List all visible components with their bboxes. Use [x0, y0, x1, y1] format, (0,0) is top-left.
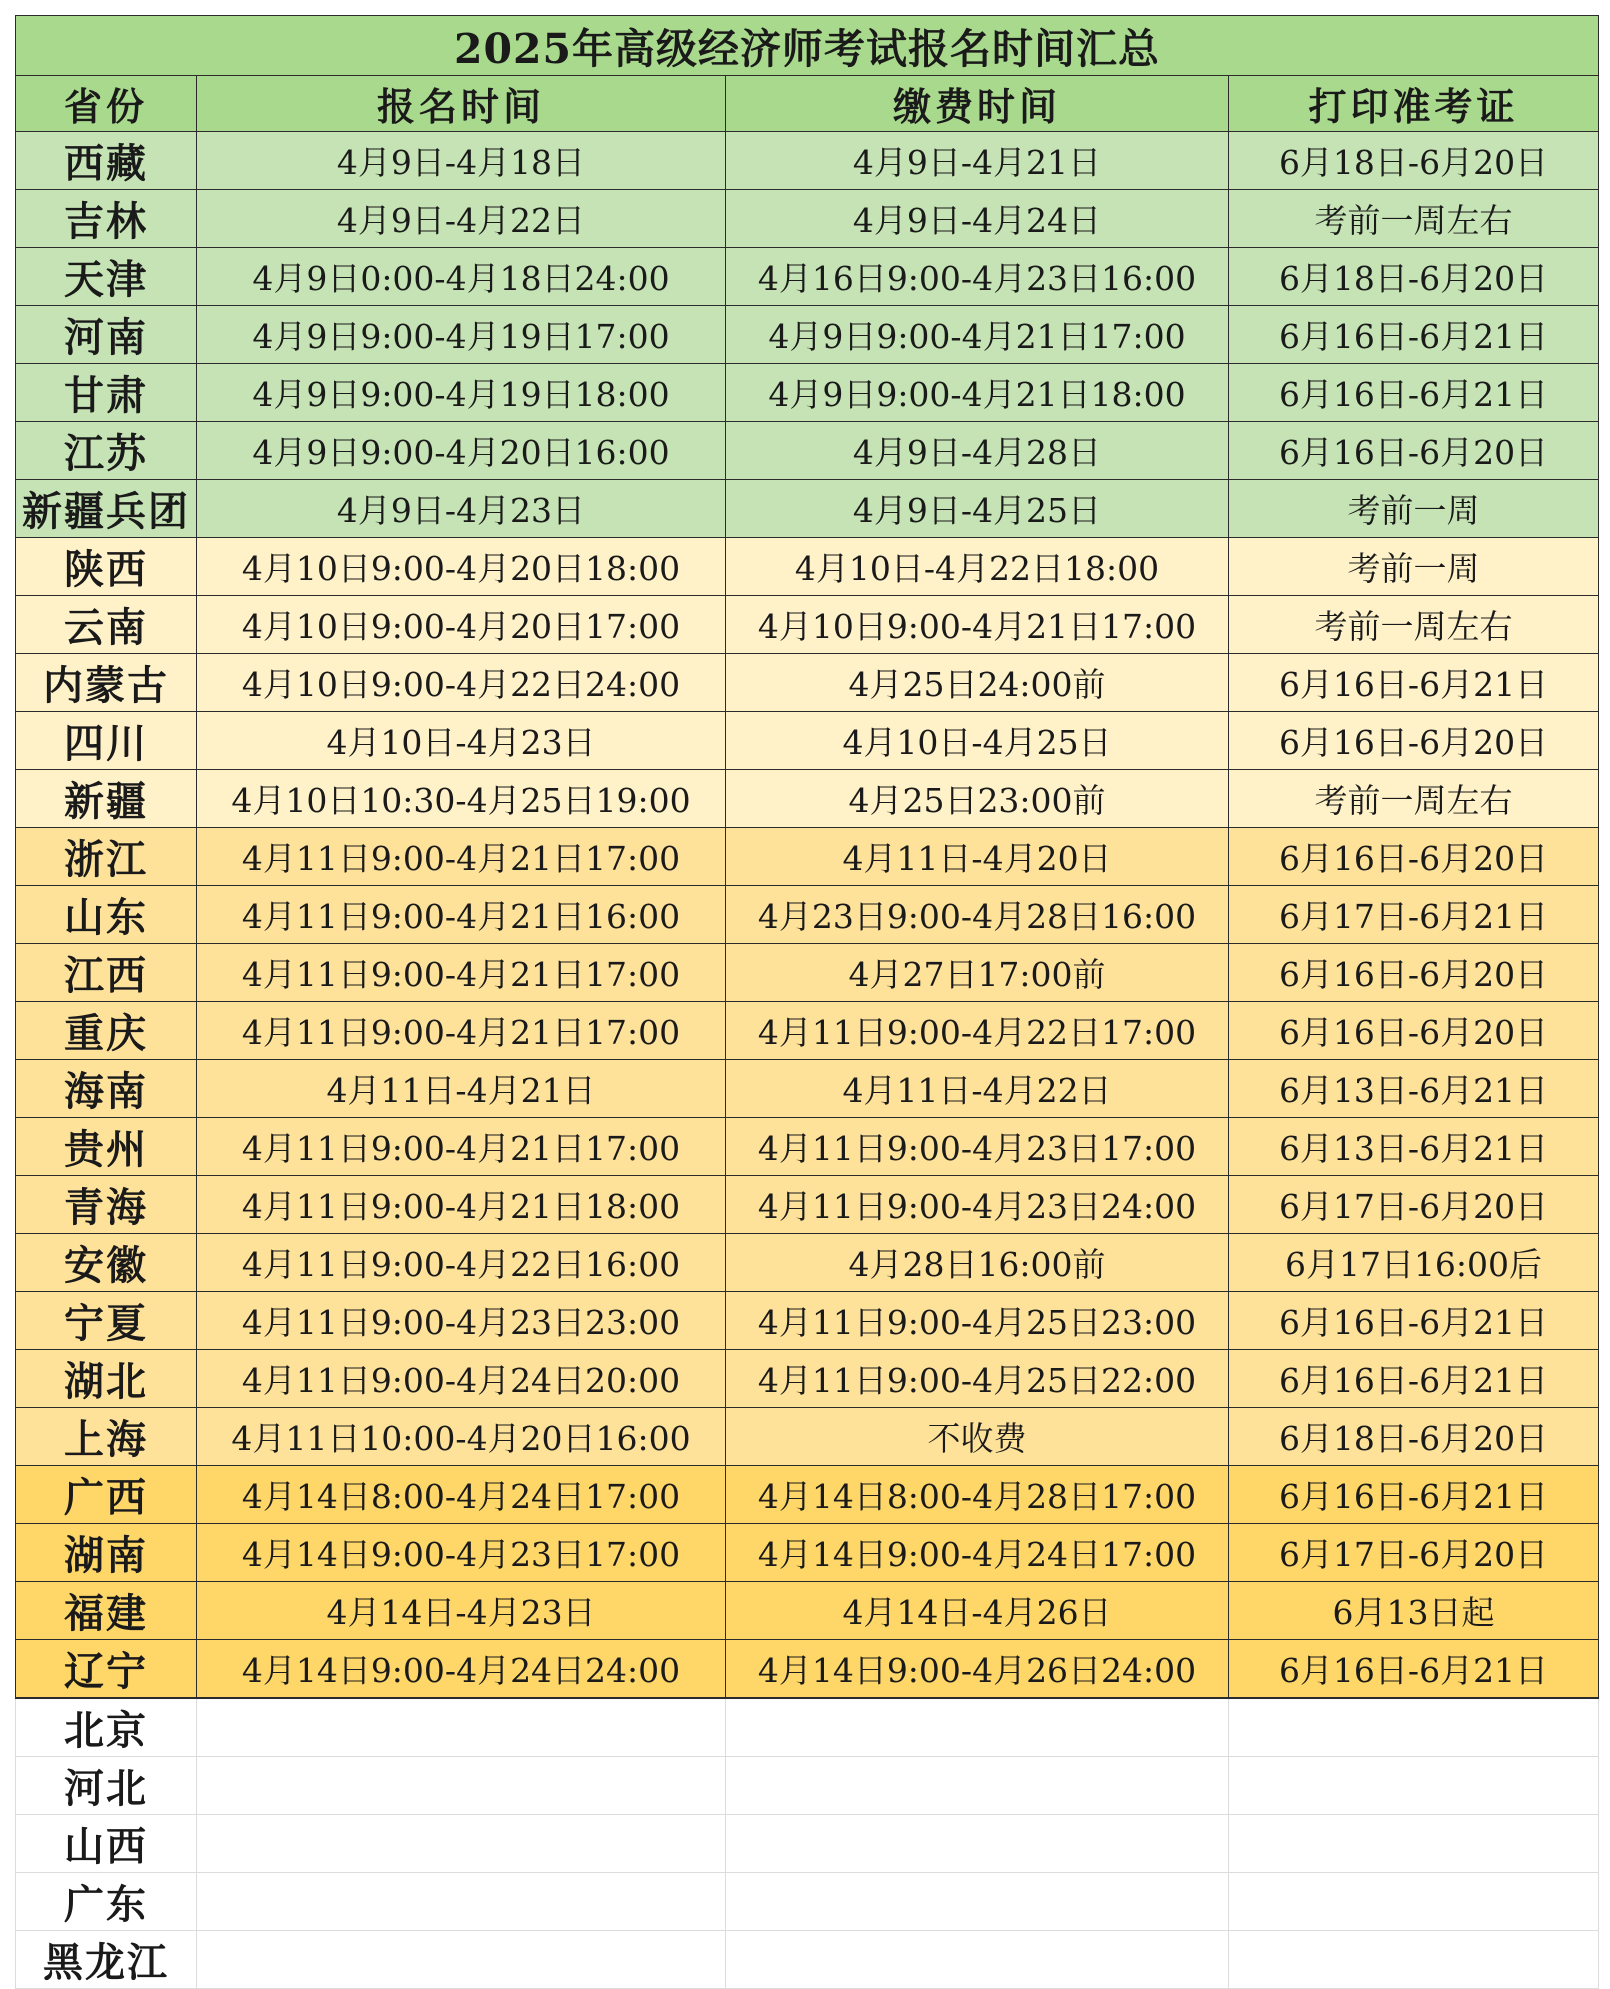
- cell-registration-time[interactable]: 4月11日9:00-4月24日20:00: [197, 1350, 726, 1408]
- cell-payment-time[interactable]: 4月9日-4月24日: [726, 190, 1229, 248]
- cell-payment-time[interactable]: 4月11日9:00-4月22日17:00: [726, 1002, 1229, 1060]
- title-row: [16, 16, 1599, 76]
- header-row: [16, 76, 1599, 132]
- cell-province[interactable]: 北京: [16, 1698, 197, 1757]
- table-row: [16, 654, 1599, 712]
- cell-payment-time[interactable]: 4月25日24:00前: [726, 654, 1229, 712]
- cell-registration-time[interactable]: 4月14日-4月23日: [197, 1582, 726, 1640]
- cell-payment-time[interactable]: 4月10日-4月25日: [726, 712, 1229, 770]
- table-row: [16, 1640, 1599, 1699]
- table-row: [16, 132, 1599, 190]
- cell-admission-ticket[interactable]: 6月17日-6月20日: [1229, 1176, 1599, 1234]
- cell-registration-time[interactable]: 4月11日9:00-4月23日23:00: [197, 1292, 726, 1350]
- cell-registration-time[interactable]: 4月11日9:00-4月21日18:00: [197, 1176, 726, 1234]
- cell-payment-time[interactable]: 4月10日9:00-4月21日17:00: [726, 596, 1229, 654]
- cell-admission-ticket[interactable]: 6月16日-6月21日: [1229, 1292, 1599, 1350]
- cell-admission-ticket[interactable]: 6月13日起: [1229, 1582, 1599, 1640]
- cell-registration-time[interactable]: [197, 1873, 726, 1931]
- cell-admission-ticket[interactable]: 考前一周左右: [1229, 190, 1599, 248]
- header-payment-time[interactable]: 缴费时间: [726, 76, 1229, 132]
- cell-admission-ticket[interactable]: 6月16日-6月21日: [1229, 1640, 1599, 1699]
- cell-registration-time[interactable]: 4月14日9:00-4月23日17:00: [197, 1524, 726, 1582]
- table-row: [16, 1524, 1599, 1582]
- cell-province[interactable]: 陕西: [16, 538, 197, 596]
- cell-admission-ticket[interactable]: 6月16日-6月20日: [1229, 828, 1599, 886]
- cell-registration-time[interactable]: 4月10日-4月23日: [197, 712, 726, 770]
- cell-registration-time[interactable]: 4月11日9:00-4月22日16:00: [197, 1234, 726, 1292]
- cell-province[interactable]: 内蒙古: [16, 654, 197, 712]
- cell-registration-time[interactable]: 4月9日-4月18日: [197, 132, 726, 190]
- cell-registration-time[interactable]: 4月11日9:00-4月21日17:00: [197, 1002, 726, 1060]
- cell-admission-ticket[interactable]: 6月18日-6月20日: [1229, 248, 1599, 306]
- cell-registration-time[interactable]: [197, 1698, 726, 1757]
- table-row: [16, 828, 1599, 886]
- cell-registration-time[interactable]: 4月14日9:00-4月24日24:00: [197, 1640, 726, 1699]
- cell-registration-time[interactable]: 4月14日8:00-4月24日17:00: [197, 1466, 726, 1524]
- cell-registration-time[interactable]: 4月9日0:00-4月18日24:00: [197, 248, 726, 306]
- cell-payment-time[interactable]: 4月9日9:00-4月21日18:00: [726, 364, 1229, 422]
- cell-province[interactable]: 广东: [16, 1873, 197, 1931]
- table-row: [16, 1060, 1599, 1118]
- cell-payment-time[interactable]: [726, 1931, 1229, 1989]
- table-title[interactable]: 2025年高级经济师考试报名时间汇总: [16, 16, 1599, 76]
- cell-payment-time[interactable]: 4月11日9:00-4月23日17:00: [726, 1118, 1229, 1176]
- cell-province[interactable]: 西藏: [16, 132, 197, 190]
- cell-province[interactable]: 江苏: [16, 422, 197, 480]
- cell-province[interactable]: 吉林: [16, 190, 197, 248]
- cell-registration-time[interactable]: 4月11日9:00-4月21日17:00: [197, 944, 726, 1002]
- cell-admission-ticket[interactable]: 6月18日-6月20日: [1229, 1408, 1599, 1466]
- cell-registration-time[interactable]: 4月9日9:00-4月19日17:00: [197, 306, 726, 364]
- cell-admission-ticket[interactable]: [1229, 1873, 1599, 1931]
- table-body: [16, 16, 1599, 1989]
- cell-province[interactable]: 云南: [16, 596, 197, 654]
- cell-registration-time[interactable]: [197, 1815, 726, 1873]
- cell-payment-time[interactable]: 4月14日9:00-4月26日24:00: [726, 1640, 1229, 1699]
- cell-province[interactable]: 重庆: [16, 1002, 197, 1060]
- table-row: [16, 1466, 1599, 1524]
- table-row: [16, 422, 1599, 480]
- cell-admission-ticket[interactable]: 6月13日-6月21日: [1229, 1118, 1599, 1176]
- cell-admission-ticket[interactable]: [1229, 1931, 1599, 1989]
- cell-admission-ticket[interactable]: 6月16日-6月21日: [1229, 1350, 1599, 1408]
- cell-admission-ticket[interactable]: 6月16日-6月21日: [1229, 306, 1599, 364]
- table-row: [16, 364, 1599, 422]
- cell-province[interactable]: 天津: [16, 248, 197, 306]
- cell-province[interactable]: 河北: [16, 1757, 197, 1815]
- table-row: [16, 1176, 1599, 1234]
- cell-province[interactable]: 山东: [16, 886, 197, 944]
- cell-registration-time[interactable]: 4月11日10:00-4月20日16:00: [197, 1408, 726, 1466]
- cell-registration-time[interactable]: 4月9日-4月23日: [197, 480, 726, 538]
- cell-payment-time[interactable]: [726, 1698, 1229, 1757]
- cell-admission-ticket[interactable]: 6月16日-6月20日: [1229, 712, 1599, 770]
- cell-payment-time[interactable]: 4月14日-4月26日: [726, 1582, 1229, 1640]
- cell-province[interactable]: 河南: [16, 306, 197, 364]
- table-row: [16, 1873, 1599, 1931]
- cell-payment-time[interactable]: 4月11日9:00-4月23日24:00: [726, 1176, 1229, 1234]
- cell-payment-time[interactable]: 4月9日9:00-4月21日17:00: [726, 306, 1229, 364]
- table-row: [16, 1118, 1599, 1176]
- cell-registration-time[interactable]: 4月11日9:00-4月21日17:00: [197, 1118, 726, 1176]
- cell-province[interactable]: 海南: [16, 1060, 197, 1118]
- cell-province[interactable]: 湖北: [16, 1350, 197, 1408]
- header-registration-time[interactable]: 报名时间: [197, 76, 726, 132]
- cell-payment-time[interactable]: 4月23日9:00-4月28日16:00: [726, 886, 1229, 944]
- cell-admission-ticket[interactable]: 6月18日-6月20日: [1229, 132, 1599, 190]
- cell-province[interactable]: 甘肃: [16, 364, 197, 422]
- cell-payment-time[interactable]: 4月25日23:00前: [726, 770, 1229, 828]
- cell-registration-time[interactable]: 4月11日9:00-4月21日17:00: [197, 828, 726, 886]
- table-row: [16, 1292, 1599, 1350]
- cell-province[interactable]: 辽宁: [16, 1640, 197, 1699]
- table-row: [16, 1408, 1599, 1466]
- cell-admission-ticket[interactable]: 考前一周左右: [1229, 596, 1599, 654]
- table-row: [16, 1698, 1599, 1757]
- cell-admission-ticket[interactable]: 6月16日-6月21日: [1229, 1466, 1599, 1524]
- cell-payment-time[interactable]: 不收费: [726, 1408, 1229, 1466]
- table-row: [16, 944, 1599, 1002]
- table-row: [16, 248, 1599, 306]
- cell-admission-ticket[interactable]: 6月16日-6月20日: [1229, 422, 1599, 480]
- cell-admission-ticket[interactable]: 考前一周: [1229, 480, 1599, 538]
- table-row: [16, 712, 1599, 770]
- cell-province[interactable]: 新疆: [16, 770, 197, 828]
- cell-registration-time[interactable]: 4月11日9:00-4月21日16:00: [197, 886, 726, 944]
- exam-registration-table: [15, 15, 1599, 1989]
- cell-province[interactable]: 四川: [16, 712, 197, 770]
- table-row: [16, 1582, 1599, 1640]
- table-row: [16, 538, 1599, 596]
- cell-admission-ticket[interactable]: 6月17日-6月20日: [1229, 1524, 1599, 1582]
- header-admission-ticket[interactable]: 打印准考证: [1229, 76, 1599, 132]
- cell-payment-time[interactable]: 4月27日17:00前: [726, 944, 1229, 1002]
- cell-province[interactable]: 宁夏: [16, 1292, 197, 1350]
- cell-admission-ticket[interactable]: [1229, 1815, 1599, 1873]
- table-row: [16, 306, 1599, 364]
- cell-province[interactable]: 湖南: [16, 1524, 197, 1582]
- table-row: [16, 1350, 1599, 1408]
- cell-registration-time[interactable]: 4月10日10:30-4月25日19:00: [197, 770, 726, 828]
- cell-province[interactable]: 新疆兵团: [16, 480, 197, 538]
- cell-admission-ticket[interactable]: 6月16日-6月20日: [1229, 1002, 1599, 1060]
- cell-province[interactable]: 福建: [16, 1582, 197, 1640]
- cell-payment-time[interactable]: [726, 1815, 1229, 1873]
- cell-province[interactable]: 安徽: [16, 1234, 197, 1292]
- cell-registration-time[interactable]: [197, 1931, 726, 1989]
- cell-registration-time[interactable]: 4月10日9:00-4月20日17:00: [197, 596, 726, 654]
- cell-payment-time[interactable]: 4月10日-4月22日18:00: [726, 538, 1229, 596]
- cell-province[interactable]: 黑龙江: [16, 1931, 197, 1989]
- table-row: [16, 886, 1599, 944]
- table-row: [16, 596, 1599, 654]
- cell-province[interactable]: 广西: [16, 1466, 197, 1524]
- cell-province[interactable]: 上海: [16, 1408, 197, 1466]
- cell-payment-time[interactable]: 4月9日-4月21日: [726, 132, 1229, 190]
- cell-registration-time[interactable]: 4月9日-4月22日: [197, 190, 726, 248]
- cell-admission-ticket[interactable]: 6月16日-6月21日: [1229, 654, 1599, 712]
- cell-province[interactable]: 江西: [16, 944, 197, 1002]
- cell-admission-ticket[interactable]: [1229, 1698, 1599, 1757]
- cell-payment-time[interactable]: 4月11日9:00-4月25日23:00: [726, 1292, 1229, 1350]
- cell-payment-time[interactable]: 4月14日8:00-4月28日17:00: [726, 1466, 1229, 1524]
- table-row: [16, 1234, 1599, 1292]
- cell-admission-ticket[interactable]: 考前一周左右: [1229, 770, 1599, 828]
- table-row: [16, 480, 1599, 538]
- cell-payment-time[interactable]: 4月16日9:00-4月23日16:00: [726, 248, 1229, 306]
- cell-registration-time[interactable]: 4月11日-4月21日: [197, 1060, 726, 1118]
- cell-province[interactable]: 贵州: [16, 1118, 197, 1176]
- table-row: [16, 1815, 1599, 1873]
- table-row: [16, 1931, 1599, 1989]
- cell-payment-time[interactable]: [726, 1873, 1229, 1931]
- cell-admission-ticket[interactable]: 6月16日-6月20日: [1229, 944, 1599, 1002]
- table-row: [16, 1002, 1599, 1060]
- cell-payment-time[interactable]: 4月14日9:00-4月24日17:00: [726, 1524, 1229, 1582]
- cell-payment-time[interactable]: 4月11日-4月22日: [726, 1060, 1229, 1118]
- cell-province[interactable]: 浙江: [16, 828, 197, 886]
- cell-payment-time[interactable]: 4月9日-4月28日: [726, 422, 1229, 480]
- cell-payment-time[interactable]: 4月11日-4月20日: [726, 828, 1229, 886]
- header-province[interactable]: 省份: [16, 76, 197, 132]
- cell-payment-time[interactable]: 4月9日-4月25日: [726, 480, 1229, 538]
- cell-registration-time[interactable]: 4月10日9:00-4月22日24:00: [197, 654, 726, 712]
- cell-payment-time[interactable]: 4月11日9:00-4月25日22:00: [726, 1350, 1229, 1408]
- cell-registration-time[interactable]: 4月9日9:00-4月20日16:00: [197, 422, 726, 480]
- cell-registration-time[interactable]: 4月10日9:00-4月20日18:00: [197, 538, 726, 596]
- cell-admission-ticket[interactable]: 6月17日-6月21日: [1229, 886, 1599, 944]
- cell-province[interactable]: 青海: [16, 1176, 197, 1234]
- cell-admission-ticket[interactable]: 6月17日16:00后: [1229, 1234, 1599, 1292]
- cell-registration-time[interactable]: 4月9日9:00-4月19日18:00: [197, 364, 726, 422]
- cell-province[interactable]: 山西: [16, 1815, 197, 1873]
- table-row: [16, 770, 1599, 828]
- cell-admission-ticket[interactable]: 6月13日-6月21日: [1229, 1060, 1599, 1118]
- cell-payment-time[interactable]: 4月28日16:00前: [726, 1234, 1229, 1292]
- cell-admission-ticket[interactable]: 6月16日-6月21日: [1229, 364, 1599, 422]
- table-row: [16, 190, 1599, 248]
- cell-admission-ticket[interactable]: 考前一周: [1229, 538, 1599, 596]
